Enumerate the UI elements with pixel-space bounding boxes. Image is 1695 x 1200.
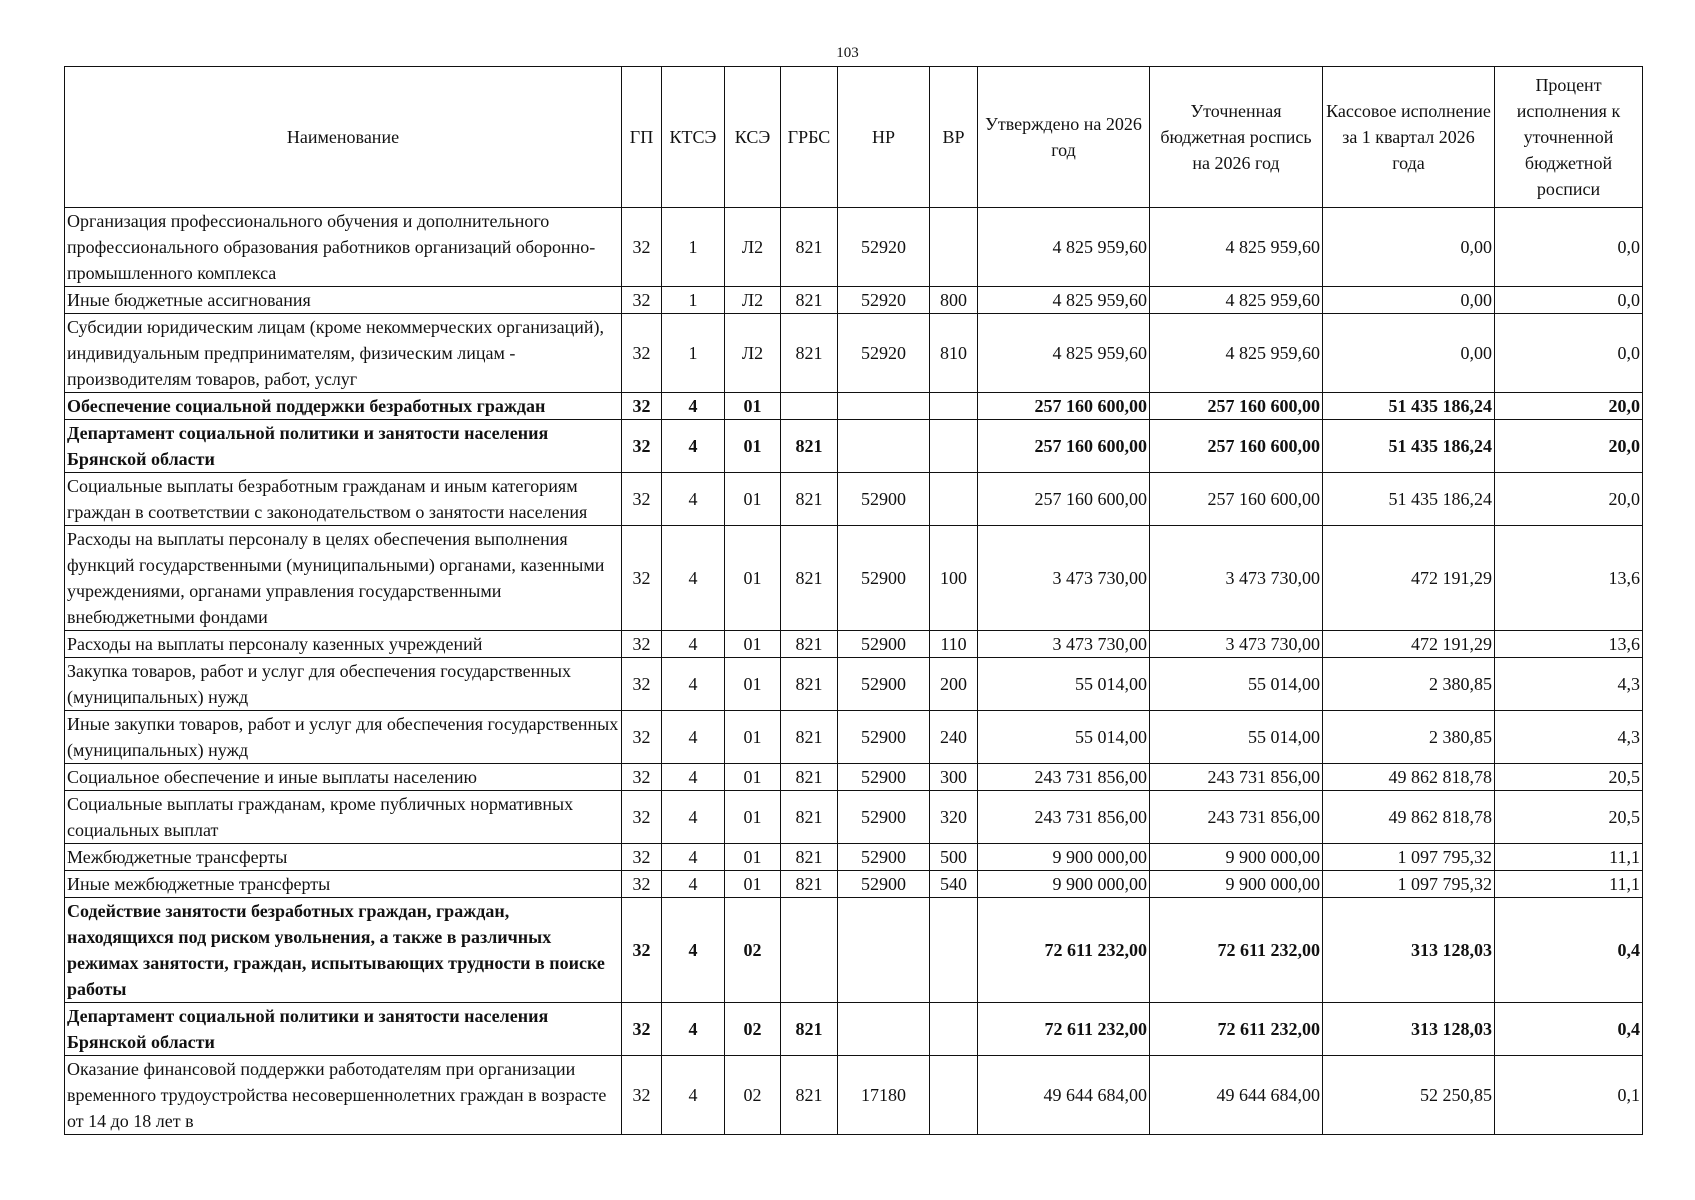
cell-refined: 55 014,00 <box>1150 658 1323 711</box>
cell-percent: 20,0 <box>1495 393 1643 420</box>
cell-cash: 49 862 818,78 <box>1323 764 1495 791</box>
cell-cash: 472 191,29 <box>1323 631 1495 658</box>
cell-grbs: 821 <box>781 314 838 393</box>
header-percent: Процент исполнения к уточненной бюджетной росписи <box>1495 67 1643 208</box>
cell-percent: 0,0 <box>1495 314 1643 393</box>
cell-refined: 9 900 000,00 <box>1150 844 1323 871</box>
cell-vr <box>930 393 978 420</box>
cell-ktse: 4 <box>662 1056 725 1135</box>
cell-percent: 0,4 <box>1495 1003 1643 1056</box>
cell-name: Иные бюджетные ассигнования <box>65 287 622 314</box>
cell-grbs: 821 <box>781 871 838 898</box>
cell-cash: 1 097 795,32 <box>1323 871 1495 898</box>
header-name: Наименование <box>65 67 622 208</box>
cell-nr: 52900 <box>838 631 930 658</box>
cell-vr <box>930 420 978 473</box>
cell-kse: 01 <box>725 871 781 898</box>
cell-gp: 32 <box>622 791 662 844</box>
cell-percent: 20,0 <box>1495 473 1643 526</box>
table-row <box>65 1003 1643 1056</box>
cell-percent: 20,0 <box>1495 420 1643 473</box>
cell-kse: 01 <box>725 791 781 844</box>
cell-percent: 4,3 <box>1495 711 1643 764</box>
header-refined: Уточненная бюджетная роспись на 2026 год <box>1150 67 1323 208</box>
cell-refined: 72 611 232,00 <box>1150 898 1323 1003</box>
cell-nr: 52920 <box>838 314 930 393</box>
cell-kse: 02 <box>725 1056 781 1135</box>
cell-name: Содействие занятости безработных граждан, граждан, находящихся под риском увольнения, а также в различных режимах занятости, граждан, испытывающих трудности в поиске работы <box>65 898 622 1003</box>
cell-name: Обеспечение социальной поддержки безработных граждан <box>65 393 622 420</box>
cell-name: Социальные выплаты гражданам, кроме публичных нормативных социальных выплат <box>65 791 622 844</box>
cell-nr <box>838 898 930 1003</box>
table-row <box>65 314 1643 393</box>
cell-kse: 01 <box>725 844 781 871</box>
cell-percent: 0,1 <box>1495 1056 1643 1135</box>
header-vr: ВР <box>930 67 978 208</box>
cell-nr: 52920 <box>838 287 930 314</box>
cell-grbs <box>781 393 838 420</box>
cell-approved: 55 014,00 <box>978 658 1150 711</box>
cell-approved: 49 644 684,00 <box>978 1056 1150 1135</box>
cell-grbs: 821 <box>781 711 838 764</box>
cell-gp: 32 <box>622 711 662 764</box>
cell-nr: 52900 <box>838 658 930 711</box>
cell-ktse: 4 <box>662 526 725 631</box>
cell-approved: 4 825 959,60 <box>978 208 1150 287</box>
table-row <box>65 393 1643 420</box>
cell-vr <box>930 208 978 287</box>
cell-percent: 0,0 <box>1495 287 1643 314</box>
cell-gp: 32 <box>622 393 662 420</box>
budget-table <box>64 66 1643 1135</box>
cell-percent: 4,3 <box>1495 658 1643 711</box>
table-row <box>65 631 1643 658</box>
cell-kse: 02 <box>725 898 781 1003</box>
cell-grbs: 821 <box>781 791 838 844</box>
cell-gp: 32 <box>622 314 662 393</box>
cell-nr: 52900 <box>838 764 930 791</box>
cell-nr: 52900 <box>838 711 930 764</box>
cell-refined: 72 611 232,00 <box>1150 1003 1323 1056</box>
cell-percent: 0,0 <box>1495 208 1643 287</box>
cell-refined: 243 731 856,00 <box>1150 791 1323 844</box>
cell-refined: 257 160 600,00 <box>1150 420 1323 473</box>
table-row <box>65 208 1643 287</box>
cell-vr: 500 <box>930 844 978 871</box>
cell-approved: 257 160 600,00 <box>978 393 1150 420</box>
cell-gp: 32 <box>622 1003 662 1056</box>
cell-refined: 4 825 959,60 <box>1150 208 1323 287</box>
cell-cash: 0,00 <box>1323 208 1495 287</box>
cell-nr <box>838 1003 930 1056</box>
cell-nr <box>838 393 930 420</box>
cell-cash: 2 380,85 <box>1323 658 1495 711</box>
table-row <box>65 764 1643 791</box>
header-kse: КСЭ <box>725 67 781 208</box>
cell-cash: 51 435 186,24 <box>1323 420 1495 473</box>
header-ktse: КТСЭ <box>662 67 725 208</box>
cell-grbs: 821 <box>781 1003 838 1056</box>
cell-name: Социальное обеспечение и иные выплаты населению <box>65 764 622 791</box>
cell-grbs: 821 <box>781 631 838 658</box>
cell-approved: 72 611 232,00 <box>978 1003 1150 1056</box>
cell-name: Организация профессионального обучения и дополнительного профессионального образования работников организаций оборонно-промышленного комплекса <box>65 208 622 287</box>
cell-refined: 4 825 959,60 <box>1150 314 1323 393</box>
cell-ktse: 4 <box>662 658 725 711</box>
cell-nr: 17180 <box>838 1056 930 1135</box>
cell-ktse: 4 <box>662 711 725 764</box>
cell-nr: 52900 <box>838 844 930 871</box>
cell-name: Закупка товаров, работ и услуг для обеспечения государственных (муниципальных) нужд <box>65 658 622 711</box>
cell-approved: 55 014,00 <box>978 711 1150 764</box>
header-gp: ГП <box>622 67 662 208</box>
header-row <box>65 67 1643 208</box>
cell-approved: 3 473 730,00 <box>978 631 1150 658</box>
cell-ktse: 4 <box>662 764 725 791</box>
cell-ktse: 1 <box>662 208 725 287</box>
cell-name: Межбюджетные трансферты <box>65 844 622 871</box>
cell-approved: 257 160 600,00 <box>978 473 1150 526</box>
cell-cash: 1 097 795,32 <box>1323 844 1495 871</box>
cell-grbs: 821 <box>781 1056 838 1135</box>
cell-refined: 257 160 600,00 <box>1150 393 1323 420</box>
cell-name: Департамент социальной политики и занятости населения Брянской области <box>65 1003 622 1056</box>
cell-kse: 01 <box>725 420 781 473</box>
cell-vr: 810 <box>930 314 978 393</box>
cell-cash: 313 128,03 <box>1323 898 1495 1003</box>
cell-grbs: 821 <box>781 844 838 871</box>
cell-gp: 32 <box>622 764 662 791</box>
cell-kse: Л2 <box>725 287 781 314</box>
cell-gp: 32 <box>622 1056 662 1135</box>
cell-nr: 52900 <box>838 526 930 631</box>
cell-name: Расходы на выплаты персоналу казенных учреждений <box>65 631 622 658</box>
cell-nr <box>838 420 930 473</box>
cell-name: Социальные выплаты безработным гражданам и иным категориям граждан в соответствии с законодательством о занятости населения <box>65 473 622 526</box>
cell-cash: 2 380,85 <box>1323 711 1495 764</box>
cell-vr: 300 <box>930 764 978 791</box>
cell-ktse: 4 <box>662 844 725 871</box>
cell-cash: 0,00 <box>1323 287 1495 314</box>
cell-name: Иные межбюджетные трансферты <box>65 871 622 898</box>
cell-refined: 4 825 959,60 <box>1150 287 1323 314</box>
cell-nr: 52920 <box>838 208 930 287</box>
cell-approved: 9 900 000,00 <box>978 871 1150 898</box>
table-row <box>65 871 1643 898</box>
cell-nr: 52900 <box>838 871 930 898</box>
cell-ktse: 4 <box>662 393 725 420</box>
cell-approved: 257 160 600,00 <box>978 420 1150 473</box>
cell-refined: 9 900 000,00 <box>1150 871 1323 898</box>
cell-vr <box>930 898 978 1003</box>
cell-grbs: 821 <box>781 658 838 711</box>
cell-percent: 13,6 <box>1495 526 1643 631</box>
table-body <box>65 208 1643 1135</box>
cell-cash: 313 128,03 <box>1323 1003 1495 1056</box>
cell-gp: 32 <box>622 208 662 287</box>
header-approved: Утверждено на 2026 год <box>978 67 1150 208</box>
table-row <box>65 711 1643 764</box>
cell-kse: 01 <box>725 393 781 420</box>
header-grbs: ГРБС <box>781 67 838 208</box>
cell-percent: 11,1 <box>1495 844 1643 871</box>
cell-approved: 4 825 959,60 <box>978 287 1150 314</box>
cell-ktse: 4 <box>662 420 725 473</box>
cell-cash: 49 862 818,78 <box>1323 791 1495 844</box>
cell-grbs: 821 <box>781 420 838 473</box>
cell-name: Иные закупки товаров, работ и услуг для обеспечения государственных (муниципальных) нужд <box>65 711 622 764</box>
cell-approved: 243 731 856,00 <box>978 791 1150 844</box>
cell-percent: 11,1 <box>1495 871 1643 898</box>
cell-approved: 72 611 232,00 <box>978 898 1150 1003</box>
cell-vr: 800 <box>930 287 978 314</box>
table-row <box>65 420 1643 473</box>
cell-vr: 110 <box>930 631 978 658</box>
cell-vr <box>930 1056 978 1135</box>
cell-ktse: 1 <box>662 287 725 314</box>
cell-grbs: 821 <box>781 764 838 791</box>
cell-ktse: 4 <box>662 898 725 1003</box>
cell-approved: 4 825 959,60 <box>978 314 1150 393</box>
cell-grbs: 821 <box>781 208 838 287</box>
table-row <box>65 1056 1643 1135</box>
cell-name: Департамент социальной политики и занятости населения Брянской области <box>65 420 622 473</box>
cell-grbs: 821 <box>781 287 838 314</box>
cell-vr: 240 <box>930 711 978 764</box>
cell-grbs: 821 <box>781 473 838 526</box>
table-row <box>65 658 1643 711</box>
cell-refined: 49 644 684,00 <box>1150 1056 1323 1135</box>
cell-kse: 01 <box>725 711 781 764</box>
cell-gp: 32 <box>622 420 662 473</box>
cell-gp: 32 <box>622 871 662 898</box>
table-row <box>65 791 1643 844</box>
cell-name: Расходы на выплаты персоналу в целях обеспечения выполнения функций государственными (муниципальными) органами, казенными учреждениями, органами управления государственными внебюджетными фондами <box>65 526 622 631</box>
cell-nr: 52900 <box>838 791 930 844</box>
cell-kse: 01 <box>725 526 781 631</box>
cell-nr: 52900 <box>838 473 930 526</box>
cell-ktse: 1 <box>662 314 725 393</box>
cell-gp: 32 <box>622 526 662 631</box>
cell-cash: 51 435 186,24 <box>1323 393 1495 420</box>
cell-name: Субсидии юридическим лицам (кроме некоммерческих организаций), индивидуальным предпринимателям, физическим лицам - производителям товаров, работ, услуг <box>65 314 622 393</box>
page-number: 103 <box>836 45 859 61</box>
cell-kse: 01 <box>725 764 781 791</box>
cell-kse: Л2 <box>725 208 781 287</box>
cell-percent: 13,6 <box>1495 631 1643 658</box>
cell-ktse: 4 <box>662 1003 725 1056</box>
cell-approved: 243 731 856,00 <box>978 764 1150 791</box>
header-cash: Кассовое исполнение за 1 квартал 2026 года <box>1323 67 1495 208</box>
table-row <box>65 526 1643 631</box>
cell-kse: 02 <box>725 1003 781 1056</box>
cell-cash: 51 435 186,24 <box>1323 473 1495 526</box>
cell-refined: 243 731 856,00 <box>1150 764 1323 791</box>
header-nr: НР <box>838 67 930 208</box>
table-row <box>65 844 1643 871</box>
cell-gp: 32 <box>622 631 662 658</box>
cell-vr <box>930 473 978 526</box>
cell-gp: 32 <box>622 658 662 711</box>
table-row <box>65 473 1643 526</box>
cell-ktse: 4 <box>662 473 725 526</box>
cell-approved: 3 473 730,00 <box>978 526 1150 631</box>
cell-percent: 0,4 <box>1495 898 1643 1003</box>
cell-ktse: 4 <box>662 631 725 658</box>
cell-ktse: 4 <box>662 871 725 898</box>
cell-cash: 0,00 <box>1323 314 1495 393</box>
cell-kse: 01 <box>725 473 781 526</box>
cell-kse: Л2 <box>725 314 781 393</box>
cell-gp: 32 <box>622 287 662 314</box>
cell-kse: 01 <box>725 631 781 658</box>
cell-kse: 01 <box>725 658 781 711</box>
cell-vr: 320 <box>930 791 978 844</box>
cell-gp: 32 <box>622 473 662 526</box>
cell-gp: 32 <box>622 844 662 871</box>
cell-vr: 540 <box>930 871 978 898</box>
cell-refined: 257 160 600,00 <box>1150 473 1323 526</box>
cell-cash: 472 191,29 <box>1323 526 1495 631</box>
cell-name: Оказание финансовой поддержки работодателям при организации временного трудоустройства несовершеннолетних граждан в возрасте от 14 до 18 лет в <box>65 1056 622 1135</box>
cell-vr <box>930 1003 978 1056</box>
cell-percent: 20,5 <box>1495 764 1643 791</box>
cell-ktse: 4 <box>662 791 725 844</box>
table-row <box>65 898 1643 1003</box>
table-row <box>65 287 1643 314</box>
cell-vr: 200 <box>930 658 978 711</box>
cell-grbs: 821 <box>781 526 838 631</box>
cell-vr: 100 <box>930 526 978 631</box>
cell-refined: 3 473 730,00 <box>1150 631 1323 658</box>
cell-refined: 55 014,00 <box>1150 711 1323 764</box>
cell-percent: 20,5 <box>1495 791 1643 844</box>
cell-refined: 3 473 730,00 <box>1150 526 1323 631</box>
cell-grbs <box>781 898 838 1003</box>
cell-approved: 9 900 000,00 <box>978 844 1150 871</box>
cell-gp: 32 <box>622 898 662 1003</box>
cell-cash: 52 250,85 <box>1323 1056 1495 1135</box>
